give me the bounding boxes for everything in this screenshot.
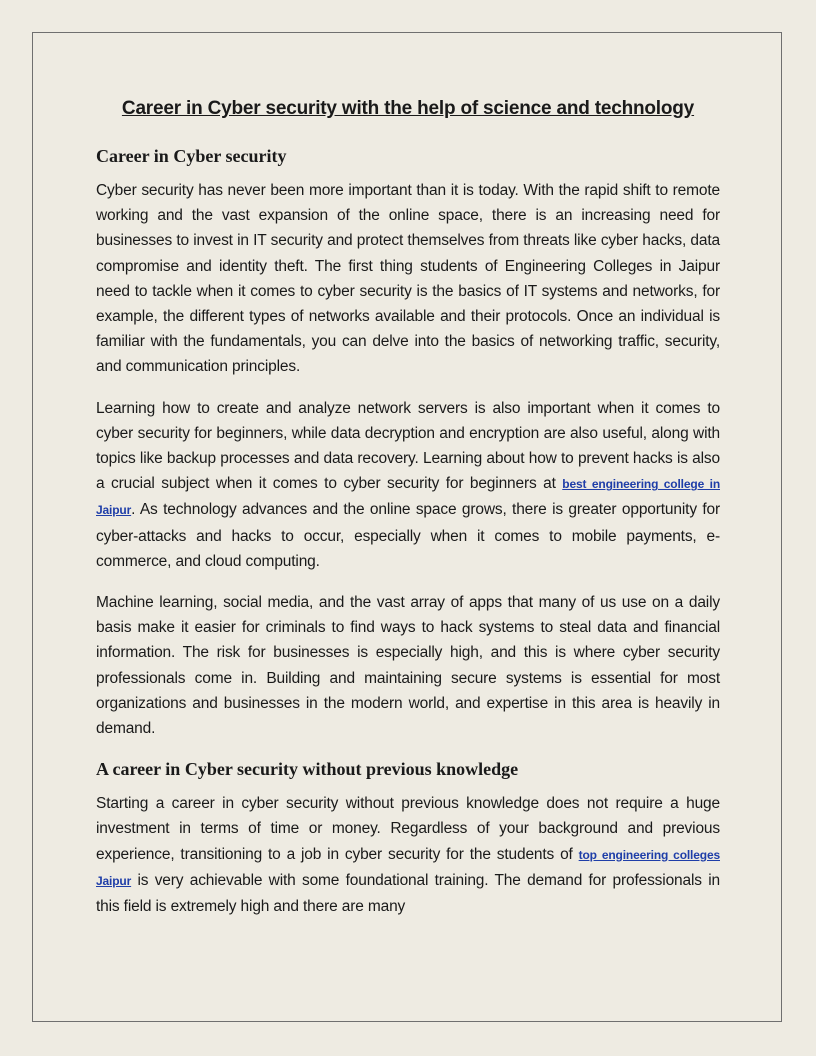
- paragraph-3-text: Machine learning, social media, and the vast array of apps that many of us use on a daily basis make it easier for criminals to find ways to hack systems to steal data and financial information. The risk for businesses is especially high, and this is where cyber security professionals come in. Building and maintaining secure systems is essential for most organizations and businesses in the modern world, and expertise in this area is heavily in demand.: [96, 594, 720, 738]
- section-heading-no-knowledge: A career in Cyber security without previous knowledge: [96, 759, 519, 780]
- section-heading-career: Career in Cyber security: [96, 146, 287, 166]
- paragraph-4-text-after: is very achievable with some foundational training. The demand for professionals in this field is extremely high and there are many: [96, 871, 720, 916]
- paragraph-4-text-before: Starting a career in cyber security without previous knowledge does not require a huge investment in terms of time or money. Regardless of your background and previous experience, transitioning to a job in cyber security for the students of: [96, 795, 720, 863]
- paragraph-1: [96, 178, 720, 380]
- paragraph-3: [96, 590, 720, 741]
- document-title: Career in Cyber security with the help of science and technology: [121, 98, 695, 119]
- paragraph-4: [96, 791, 720, 919]
- document-body: [96, 96, 720, 935]
- paragraph-2-text-after: . As technology advances and the online space grows, there is greater opportunity for cyber-attacks and hacks to occur, especially when it comes to mobile payments, e-commerce, and cloud computing.: [96, 501, 720, 570]
- best-engineering-college-link[interactable]: best engineering college in Jaipur: [96, 477, 720, 518]
- paragraph-2-text-before: Learning how to create and analyze network servers is also important when it comes to cyber security for beginners, while data decryption and encryption are also useful, along with topics like backup processes and data recovery. Learning about how to prevent hacks is also a crucial subject when it comes to cyber security for beginners at: [96, 399, 720, 493]
- paragraph-2: [96, 396, 720, 574]
- top-engineering-colleges-link[interactable]: top engineering colleges Jaipur: [96, 847, 720, 888]
- paragraph-1-text: Cyber security has never been more important than it is today. With the rapid shift to remote working and the vast expansion of the online space, there is an increasing need for businesses to invest in IT security and protect themselves from threats like cyber hacks, data compromise and identity theft. The first thing students of Engineering Colleges in Jaipur need to tackle when it comes to cyber security is the basics of IT systems and networks, for example, the different types of networks available and their protocols. Once an individual is familiar with the fundamentals, you can delve into the basics of networking traffic, security, and communication principles.: [96, 182, 720, 376]
